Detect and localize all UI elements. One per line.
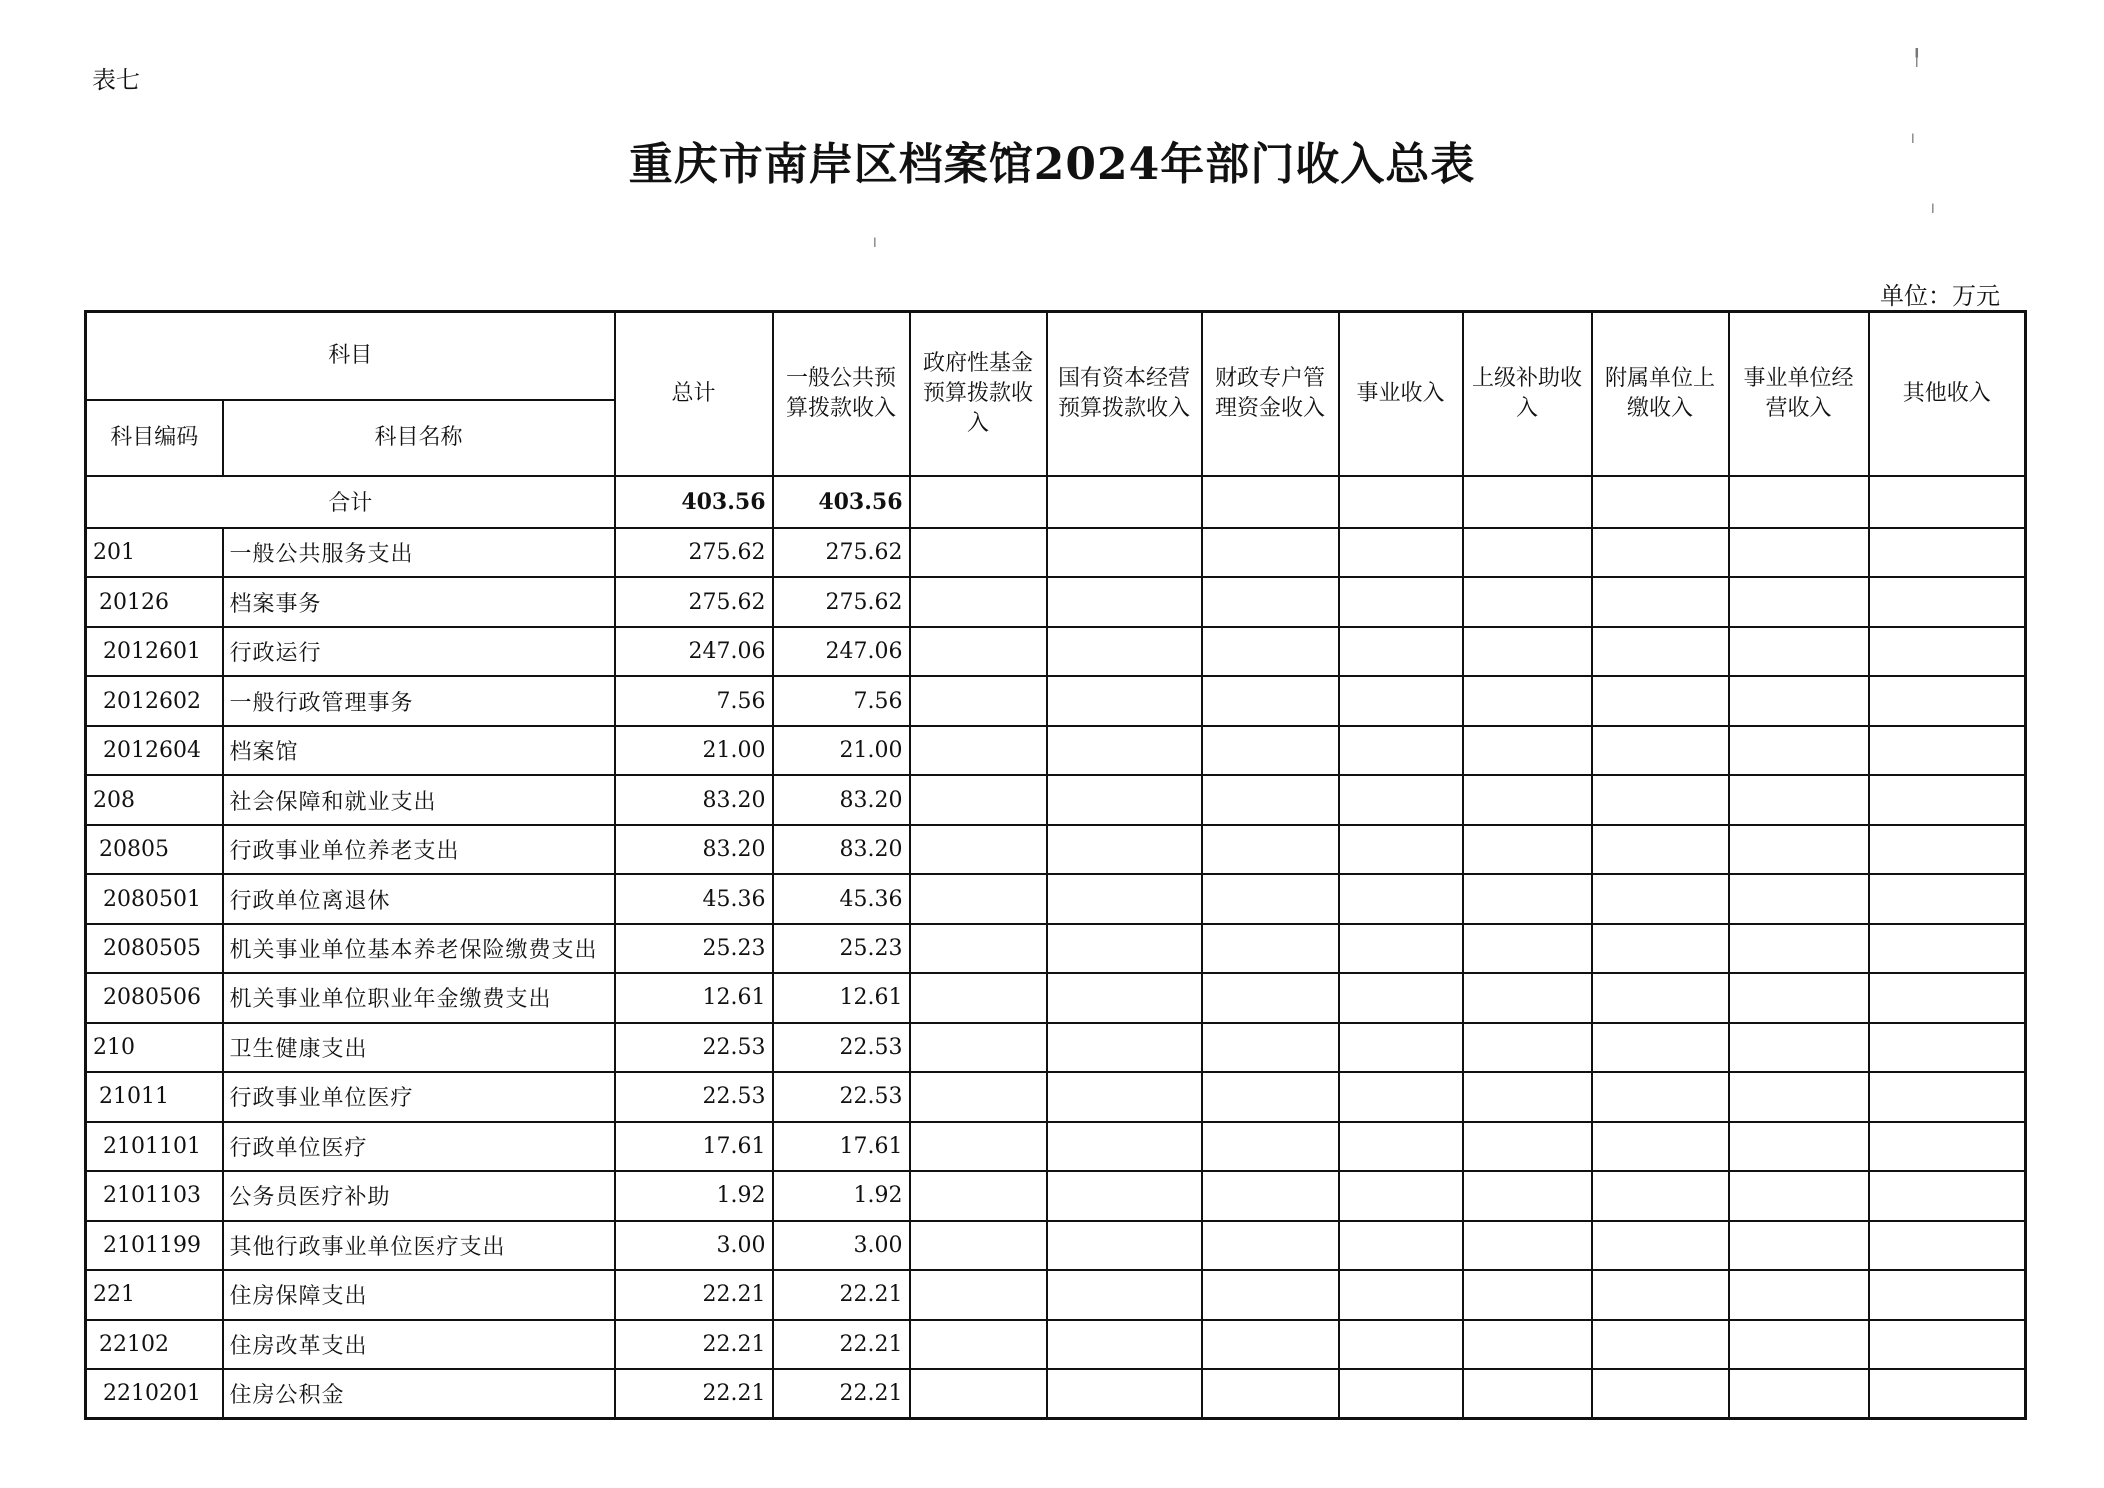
table-row — [86, 1270, 2026, 1319]
empty-cell — [1202, 825, 1339, 874]
empty-cell — [1869, 1369, 2026, 1419]
empty-cell — [1869, 1023, 2026, 1072]
empty-cell — [910, 775, 1047, 824]
general-budget-cell: 12.61 — [773, 973, 910, 1022]
general-budget-cell: 17.61 — [773, 1122, 910, 1171]
empty-cell — [1592, 1320, 1729, 1369]
empty-cell — [1047, 1122, 1202, 1171]
empty-cell — [1202, 1221, 1339, 1270]
general-budget-cell: 21.00 — [773, 726, 910, 775]
empty-cell — [1729, 1320, 1869, 1369]
table-row — [86, 1221, 2026, 1270]
table-row — [86, 1072, 2026, 1121]
empty-cell — [1463, 924, 1592, 973]
empty-cell — [1339, 1171, 1463, 1220]
subject-code-cell: 2080506 — [86, 973, 223, 1022]
subject-name-cell: 行政单位离退休 — [223, 874, 615, 923]
empty-cell — [1047, 924, 1202, 973]
general-budget-cell: 3.00 — [773, 1221, 910, 1270]
empty-cell — [1592, 973, 1729, 1022]
total-cell: 22.53 — [615, 1072, 773, 1121]
scan-mark: ╷ — [870, 228, 880, 247]
empty-cell — [1463, 627, 1592, 676]
subject-code-cell: 20805 — [86, 825, 223, 874]
subject-code-cell: 210 — [86, 1023, 223, 1072]
income-summary-table — [84, 310, 2027, 1420]
empty-cell — [1339, 1072, 1463, 1121]
total-cell: 22.21 — [615, 1320, 773, 1369]
table-row — [86, 973, 2026, 1022]
empty-cell — [1339, 1023, 1463, 1072]
scan-mark: ╿ — [1912, 48, 1922, 67]
empty-cell — [1047, 1320, 1202, 1369]
total-cell: 403.56 — [615, 476, 773, 529]
total-cell: 17.61 — [615, 1122, 773, 1171]
empty-cell — [1592, 627, 1729, 676]
empty-cell — [1869, 577, 2026, 626]
empty-cell — [1592, 1221, 1729, 1270]
empty-cell — [910, 476, 1047, 529]
empty-cell — [1869, 825, 2026, 874]
table-row — [86, 627, 2026, 676]
empty-cell — [1729, 726, 1869, 775]
empty-cell — [1869, 1072, 2026, 1121]
empty-cell — [1869, 1270, 2026, 1319]
empty-cell — [1339, 528, 1463, 577]
general-budget-cell: 247.06 — [773, 627, 910, 676]
empty-cell — [1463, 1072, 1592, 1121]
empty-cell — [910, 1171, 1047, 1220]
empty-cell — [1339, 676, 1463, 725]
empty-cell — [1463, 476, 1592, 529]
header-fiscal-special: 财政专户管理资金收入 — [1202, 312, 1339, 476]
empty-cell — [1729, 874, 1869, 923]
empty-cell — [1202, 528, 1339, 577]
empty-cell — [1202, 924, 1339, 973]
empty-cell — [1202, 1023, 1339, 1072]
empty-cell — [1592, 1270, 1729, 1319]
empty-cell — [1202, 1369, 1339, 1419]
table-row — [86, 676, 2026, 725]
table-label: 表七 — [92, 66, 140, 94]
total-cell: 22.53 — [615, 1023, 773, 1072]
empty-cell — [1463, 1122, 1592, 1171]
empty-cell — [1202, 874, 1339, 923]
subject-name-cell: 其他行政事业单位医疗支出 — [223, 1221, 615, 1270]
header-superior-subsidy: 上级补助收入 — [1463, 312, 1592, 476]
empty-cell — [1047, 874, 1202, 923]
empty-cell — [1339, 775, 1463, 824]
empty-cell — [1463, 577, 1592, 626]
subject-code-cell: 2210201 — [86, 1369, 223, 1419]
empty-cell — [1592, 825, 1729, 874]
empty-cell — [1592, 1023, 1729, 1072]
subject-name-cell: 一般公共服务支出 — [223, 528, 615, 577]
empty-cell — [1202, 676, 1339, 725]
general-budget-cell: 83.20 — [773, 825, 910, 874]
empty-cell — [1339, 1122, 1463, 1171]
empty-cell — [1729, 924, 1869, 973]
empty-cell — [1339, 874, 1463, 923]
empty-cell — [910, 528, 1047, 577]
empty-cell — [1592, 1171, 1729, 1220]
empty-cell — [910, 1072, 1047, 1121]
subject-code-cell: 2101101 — [86, 1122, 223, 1171]
subject-code-cell: 201 — [86, 528, 223, 577]
empty-cell — [1729, 1270, 1869, 1319]
table-row — [86, 924, 2026, 973]
general-budget-cell: 275.62 — [773, 577, 910, 626]
empty-cell — [1592, 1369, 1729, 1419]
subject-name-cell: 机关事业单位基本养老保险缴费支出 — [223, 924, 615, 973]
empty-cell — [1202, 627, 1339, 676]
general-budget-cell: 22.53 — [773, 1072, 910, 1121]
empty-cell — [1592, 577, 1729, 626]
empty-cell — [910, 1023, 1047, 1072]
subject-name-cell: 社会保障和就业支出 — [223, 775, 615, 824]
subject-name-cell: 机关事业单位职业年金缴费支出 — [223, 973, 615, 1022]
empty-cell — [1729, 775, 1869, 824]
empty-cell — [1463, 775, 1592, 824]
total-cell: 25.23 — [615, 924, 773, 973]
table-row — [86, 874, 2026, 923]
empty-cell — [1047, 1023, 1202, 1072]
scan-mark: ╷ — [1928, 194, 1938, 213]
empty-cell — [1047, 627, 1202, 676]
subject-name-cell: 行政单位医疗 — [223, 1122, 615, 1171]
empty-cell — [1339, 1221, 1463, 1270]
subject-code-cell: 21011 — [86, 1072, 223, 1121]
empty-cell — [910, 924, 1047, 973]
empty-cell — [1869, 924, 2026, 973]
general-budget-cell: 1.92 — [773, 1171, 910, 1220]
subject-code-cell: 221 — [86, 1270, 223, 1319]
header-code: 科目编码 — [86, 400, 223, 476]
total-cell: 22.21 — [615, 1369, 773, 1419]
empty-cell — [1202, 1072, 1339, 1121]
empty-cell — [1729, 825, 1869, 874]
table-row — [86, 825, 2026, 874]
total-cell: 12.61 — [615, 973, 773, 1022]
empty-cell — [1729, 676, 1869, 725]
total-cell: 1.92 — [615, 1171, 773, 1220]
empty-cell — [1729, 1023, 1869, 1072]
empty-cell — [1339, 726, 1463, 775]
empty-cell — [1463, 825, 1592, 874]
empty-cell — [1592, 726, 1729, 775]
total-cell: 275.62 — [615, 528, 773, 577]
header-general-budget: 一般公共预算拨款收入 — [773, 312, 910, 476]
table-row — [86, 528, 2026, 577]
table-row — [86, 1023, 2026, 1072]
empty-cell — [1047, 825, 1202, 874]
empty-cell — [1729, 973, 1869, 1022]
empty-cell — [1729, 1122, 1869, 1171]
header-gov-fund: 政府性基金预算拨款收入 — [910, 312, 1047, 476]
empty-cell — [1202, 1122, 1339, 1171]
empty-cell — [1339, 1270, 1463, 1319]
empty-cell — [1729, 476, 1869, 529]
empty-cell — [1592, 1072, 1729, 1121]
empty-cell — [1869, 726, 2026, 775]
general-budget-cell: 25.23 — [773, 924, 910, 973]
empty-cell — [1463, 528, 1592, 577]
empty-cell — [1729, 1369, 1869, 1419]
empty-cell — [1592, 528, 1729, 577]
empty-cell — [1202, 1270, 1339, 1319]
empty-cell — [1869, 973, 2026, 1022]
total-cell: 21.00 — [615, 726, 773, 775]
empty-cell — [1047, 476, 1202, 529]
empty-cell — [1463, 1221, 1592, 1270]
total-cell: 45.36 — [615, 874, 773, 923]
empty-cell — [1047, 1221, 1202, 1270]
empty-cell — [1463, 726, 1592, 775]
empty-cell — [1047, 676, 1202, 725]
empty-cell — [1047, 1369, 1202, 1419]
empty-cell — [1729, 1171, 1869, 1220]
empty-cell — [910, 825, 1047, 874]
total-cell: 83.20 — [615, 775, 773, 824]
empty-cell — [1047, 577, 1202, 626]
empty-cell — [1869, 476, 2026, 529]
empty-cell — [1592, 676, 1729, 725]
total-cell: 275.62 — [615, 577, 773, 626]
empty-cell — [1339, 973, 1463, 1022]
subject-code-cell: 208 — [86, 775, 223, 824]
empty-cell — [1339, 476, 1463, 529]
subject-code-cell: 22102 — [86, 1320, 223, 1369]
empty-cell — [1202, 577, 1339, 626]
empty-cell — [1463, 676, 1592, 725]
table-row — [86, 577, 2026, 626]
empty-cell — [1463, 874, 1592, 923]
subject-code-cell: 2101199 — [86, 1221, 223, 1270]
empty-cell — [1463, 1023, 1592, 1072]
empty-cell — [1047, 775, 1202, 824]
empty-cell — [1339, 825, 1463, 874]
empty-cell — [1202, 1171, 1339, 1220]
general-budget-cell: 83.20 — [773, 775, 910, 824]
header-row-1 — [86, 312, 2026, 400]
general-budget-cell: 22.21 — [773, 1270, 910, 1319]
empty-cell — [1729, 1221, 1869, 1270]
empty-cell — [910, 973, 1047, 1022]
table-row — [86, 1369, 2026, 1419]
subject-name-cell: 住房改革支出 — [223, 1320, 615, 1369]
header-business-operation: 事业单位经营收入 — [1729, 312, 1869, 476]
empty-cell — [910, 1369, 1047, 1419]
subject-code-cell: 2080505 — [86, 924, 223, 973]
header-state-capital: 国有资本经营预算拨款收入 — [1047, 312, 1202, 476]
header-name: 科目名称 — [223, 400, 615, 476]
empty-cell — [1592, 476, 1729, 529]
empty-cell — [1869, 1320, 2026, 1369]
general-budget-cell: 22.21 — [773, 1369, 910, 1419]
empty-cell — [1869, 775, 2026, 824]
empty-cell — [1202, 973, 1339, 1022]
subject-code-cell: 2012604 — [86, 726, 223, 775]
empty-cell — [1729, 627, 1869, 676]
empty-cell — [1463, 973, 1592, 1022]
empty-cell — [1869, 627, 2026, 676]
empty-cell — [910, 676, 1047, 725]
empty-cell — [1202, 726, 1339, 775]
header-business-income: 事业收入 — [1339, 312, 1463, 476]
subject-code-cell: 2012601 — [86, 627, 223, 676]
empty-cell — [1729, 577, 1869, 626]
subject-name-cell: 住房保障支出 — [223, 1270, 615, 1319]
empty-cell — [1047, 1072, 1202, 1121]
empty-cell — [1047, 528, 1202, 577]
empty-cell — [1463, 1270, 1592, 1319]
empty-cell — [1047, 726, 1202, 775]
scan-mark: ╷ — [1908, 124, 1918, 143]
table-row — [86, 1171, 2026, 1220]
table-row — [86, 775, 2026, 824]
empty-cell — [910, 577, 1047, 626]
empty-cell — [1047, 1270, 1202, 1319]
table-row — [86, 1122, 2026, 1171]
subject-name-cell: 一般行政管理事务 — [223, 676, 615, 725]
subject-name-cell: 公务员医疗补助 — [223, 1171, 615, 1220]
general-budget-cell: 7.56 — [773, 676, 910, 725]
subject-name-cell: 档案馆 — [223, 726, 615, 775]
empty-cell — [910, 874, 1047, 923]
empty-cell — [1339, 924, 1463, 973]
page-title: 重庆市南岸区档案馆2024年部门收入总表 — [628, 139, 1476, 190]
total-cell: 3.00 — [615, 1221, 773, 1270]
header-subject: 科目 — [86, 312, 615, 400]
total-cell: 22.21 — [615, 1270, 773, 1319]
empty-cell — [1592, 1122, 1729, 1171]
subject-name-cell: 行政事业单位医疗 — [223, 1072, 615, 1121]
header-total: 总计 — [615, 312, 773, 476]
header-affiliated-remit: 附属单位上缴收入 — [1592, 312, 1729, 476]
total-cell: 83.20 — [615, 825, 773, 874]
subject-name-cell: 行政运行 — [223, 627, 615, 676]
general-budget-cell: 275.62 — [773, 528, 910, 577]
empty-cell — [1729, 528, 1869, 577]
general-budget-cell: 22.53 — [773, 1023, 910, 1072]
empty-cell — [1592, 775, 1729, 824]
empty-cell — [910, 1221, 1047, 1270]
empty-cell — [1592, 874, 1729, 923]
total-cell: 7.56 — [615, 676, 773, 725]
empty-cell — [1463, 1320, 1592, 1369]
empty-cell — [1463, 1369, 1592, 1419]
general-budget-cell: 45.36 — [773, 874, 910, 923]
empty-cell — [910, 1270, 1047, 1319]
table-row — [86, 1320, 2026, 1369]
empty-cell — [1202, 1320, 1339, 1369]
subject-name-cell: 行政事业单位养老支出 — [223, 825, 615, 874]
empty-cell — [1339, 1369, 1463, 1419]
table-row — [86, 726, 2026, 775]
empty-cell — [1339, 577, 1463, 626]
subject-name-cell: 住房公积金 — [223, 1369, 615, 1419]
header-other-income: 其他收入 — [1869, 312, 2026, 476]
subject-code-cell: 2101103 — [86, 1171, 223, 1220]
total-label: 合计 — [86, 476, 615, 529]
subject-code-cell: 2012602 — [86, 676, 223, 725]
empty-cell — [1339, 1320, 1463, 1369]
empty-cell — [1729, 1072, 1869, 1121]
subject-code-cell: 20126 — [86, 577, 223, 626]
empty-cell — [1869, 676, 2026, 725]
empty-cell — [1047, 973, 1202, 1022]
empty-cell — [1869, 1122, 2026, 1171]
empty-cell — [910, 726, 1047, 775]
empty-cell — [1869, 1171, 2026, 1220]
subject-name-cell: 卫生健康支出 — [223, 1023, 615, 1072]
general-budget-cell: 403.56 — [773, 476, 910, 529]
subject-name-cell: 档案事务 — [223, 577, 615, 626]
empty-cell — [1202, 476, 1339, 529]
empty-cell — [1869, 1221, 2026, 1270]
empty-cell — [910, 1320, 1047, 1369]
empty-cell — [910, 1122, 1047, 1171]
subject-code-cell: 2080501 — [86, 874, 223, 923]
total-row — [86, 476, 2026, 529]
empty-cell — [1592, 924, 1729, 973]
unit-label: 单位：万元 — [1880, 282, 2000, 310]
empty-cell — [1869, 874, 2026, 923]
empty-cell — [1047, 1171, 1202, 1220]
empty-cell — [1463, 1171, 1592, 1220]
empty-cell — [910, 627, 1047, 676]
general-budget-cell: 22.21 — [773, 1320, 910, 1369]
empty-cell — [1869, 528, 2026, 577]
empty-cell — [1202, 775, 1339, 824]
total-cell: 247.06 — [615, 627, 773, 676]
empty-cell — [1339, 627, 1463, 676]
